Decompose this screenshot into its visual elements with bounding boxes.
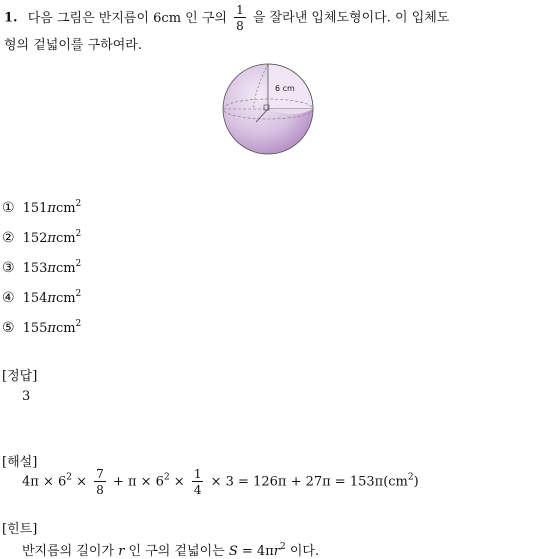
- question-number: 1.: [4, 10, 18, 26]
- fraction-numerator: 1: [236, 3, 244, 17]
- question-fraction: [234, 4, 246, 32]
- formula-fraction-1: [94, 468, 106, 496]
- choice-coef: 151: [22, 201, 48, 216]
- fraction-denominator: 4: [193, 483, 202, 497]
- choice-mark: ④: [2, 290, 15, 306]
- hint-text: [22, 540, 319, 559]
- choice-coef: 155: [22, 321, 48, 336]
- fraction-numerator: 7: [96, 467, 104, 481]
- choice-unit: cm: [55, 261, 76, 276]
- choice-coef: 154: [22, 291, 48, 306]
- fraction-denominator: 8: [96, 483, 104, 497]
- pi-symbol: π: [47, 201, 56, 216]
- exponent: 2: [407, 472, 414, 483]
- question-text-after: 을 잘라낸 입체도형이다. 이 입체도: [252, 10, 450, 26]
- hint-formula: = 4π: [241, 544, 274, 559]
- choice-mark: ⑤: [2, 320, 15, 336]
- choice-4[interactable]: [2, 290, 81, 306]
- formula-part: + π × 6: [112, 474, 164, 490]
- pi-symbol: π: [47, 261, 56, 276]
- exponent: 2: [75, 199, 82, 209]
- sphere-figure: [218, 59, 318, 159]
- hint-variable-r: r: [273, 544, 280, 559]
- choice-unit: cm: [55, 231, 76, 246]
- formula-fraction-2: [192, 468, 204, 496]
- choice-mark: ③: [2, 260, 15, 276]
- choice-unit: cm: [55, 201, 76, 216]
- formula-part: × 3 = 126π + 27π = 153π(cm: [210, 474, 408, 490]
- question-text-before: 다음 그림은 반지름이 6cm 인 구의: [27, 10, 227, 26]
- fraction-numerator: 1: [193, 467, 202, 481]
- choice-5[interactable]: [2, 320, 81, 336]
- choice-3[interactable]: [2, 260, 81, 276]
- hint-label: [힌트]: [2, 522, 38, 537]
- choice-coef: 153: [22, 261, 48, 276]
- exponent: 2: [75, 259, 82, 269]
- exponent: 2: [279, 542, 286, 552]
- question-line-2: 형의 겉넓이를 구하여라.: [4, 38, 142, 53]
- formula-part: ): [413, 474, 419, 490]
- hint-part: 이다.: [289, 544, 320, 559]
- exponent: 2: [163, 472, 170, 483]
- hint-part: 인 구의 겉넓이는: [128, 544, 225, 559]
- pi-symbol: π: [47, 231, 56, 246]
- choice-mark: ①: [2, 200, 15, 216]
- hint-variable-r: r: [118, 544, 125, 559]
- exponent: 2: [75, 289, 82, 299]
- formula-part: ×: [169, 474, 185, 490]
- choice-mark: ②: [2, 230, 15, 246]
- formula-part: ×: [71, 474, 88, 490]
- pi-symbol: π: [47, 321, 56, 336]
- hint-variable-s: S: [228, 544, 238, 559]
- radius-label: 6 cm: [275, 84, 295, 93]
- formula-part: 4π × 6: [22, 474, 67, 490]
- question-line-1: [4, 4, 449, 32]
- explanation-formula: [22, 468, 419, 496]
- choice-2[interactable]: [2, 230, 81, 246]
- exponent: 2: [66, 472, 72, 483]
- explanation-label: [해설]: [2, 455, 38, 470]
- hint-part: 반지름의 길이가: [22, 544, 115, 559]
- answer-value: 3: [22, 389, 31, 404]
- choice-unit: cm: [55, 321, 76, 336]
- fraction-denominator: 8: [236, 19, 244, 33]
- choice-1[interactable]: [2, 200, 81, 216]
- choice-unit: cm: [55, 291, 76, 306]
- exponent: 2: [75, 319, 82, 329]
- pi-symbol: π: [47, 291, 56, 306]
- choice-coef: 152: [22, 231, 48, 246]
- exponent: 2: [75, 229, 82, 239]
- answer-label: [정답]: [2, 369, 38, 384]
- sphere-figure-svg: [218, 59, 318, 159]
